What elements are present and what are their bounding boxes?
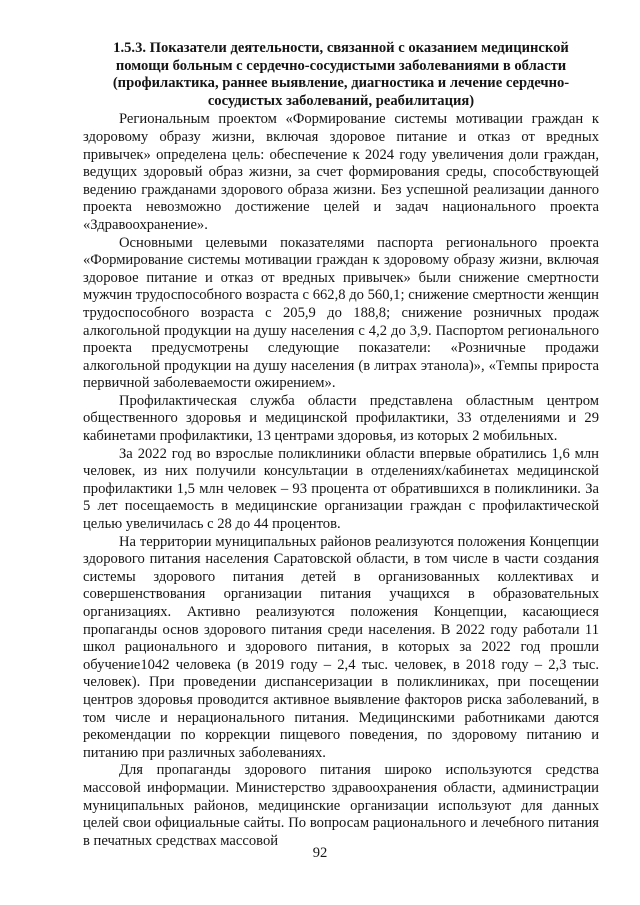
- paragraph-healthy-nutrition: На территории муниципальных районов реализуются положения Концепции здорового питания населения Саратовской области, в том числе в части создания системы здорового питания детей в организованных коллективах и совершенствования организации питания учащихся в образовательных организациях. Активно реализуются положения Концепции, касающиеся пропаганды основ здорового питания среди населения. В 2022 году работали 11 школ рационального и здорового питания, в которых за 2022 год прошли обучение1042 человека (в 2019 году – 2,4 тыс. человек, в 2018 году – 2,3 тыс. человек). При проведении диспансеризации в поликлиниках, при посещении центров здоровья проводится активное выявление факторов риска заболеваний, в том числе и нерационального питания. Медицинскими работниками даются рекомендации по коррекции пищевого поведения, по здоровому питанию и питанию при различных заболеваниях.: [83, 533, 599, 761]
- page-number: 92: [312, 845, 328, 861]
- document-page: [83, 40, 599, 850]
- paragraph-prevention-service: Профилактическая служба области представлена областным центром общественного здоровья и медицинской профилактики, 33 отделениями и 29 кабинетами профилактики, 13 центрами здоровья, из которых 2 мобильных.: [83, 392, 599, 445]
- paragraph-2022-visits: За 2022 год во взрослые поликлиники области впервые обратились 1,6 млн человек, из них получили консультации в отделениях/кабинетах медицинской профилактики 1,5 млн человек – 93 процента от обратившихся в поликлиники. За 5 лет посещаемость в медицинские организации граждан с профилактической целью увеличилась с 28 до 44 процентов.: [83, 445, 599, 533]
- paragraph-regional-project: Региональным проектом «Формирование системы мотивации граждан к здоровому образу жизни, включая здоровое питание и отказ от вредных привычек» определена цель: обеспечение к 2024 году увеличения доли граждан, ведущих здоровый образ жизни, за счет формирования среды, способствующей ведению гражданами здорового образа жизни. Без успешной реализации данного проекта невозможно достижение целей и задач национального проекта «Здравоохранение».: [83, 111, 599, 233]
- section-heading: 1.5.3. Показатели деятельности, связанной с оказанием медицинской помощи больным с сердечно-сосудистыми заболеваниями в области (профилактика, раннее выявление, диагностика и лечение сердечно-сосудистых заболеваний, реабилитация): [112, 40, 570, 109]
- paragraph-target-indicators: Основными целевыми показателями паспорта регионального проекта «Формирование системы мотивации граждан к здоровому образу жизни, включая здоровое питание и отказ от вредных привычек» были снижение смертности мужчин трудоспособного возраста с 662,8 до 560,1; снижение смертности женщин трудоспособного возраста с 205,9 до 188,8; снижение розничных продаж алкогольной продукции на душу населения с 4,2 до 3,9. Паспортом регионального проекта предусмотрены следующие показатели: «Розничные продажи алкогольной продукции на душу населения (в литрах этанола)», «Темпы прироста первичной заболеваемости ожирением».: [83, 234, 599, 392]
- paragraph-media-promotion: Для пропаганды здорового питания широко используются средства массовой информации. Министерство здравоохранения области, администрации муниципальных районов, медицинские организации используют для данных целей свои официальные сайты. По вопросам рационального и лечебного питания в печатных средствах массовой: [83, 762, 599, 849]
